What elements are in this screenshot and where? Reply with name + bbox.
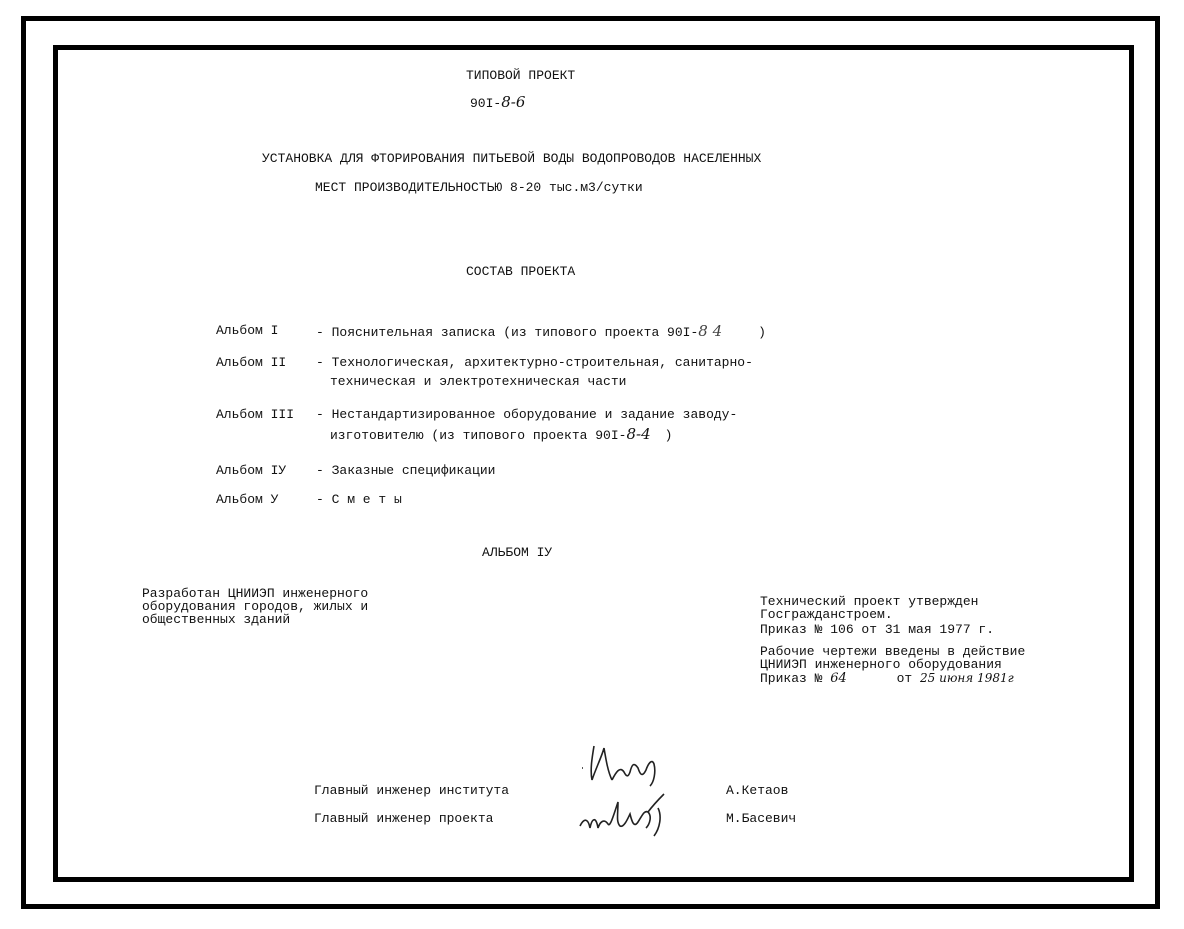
album-2-text-2: техническая и электротехническая части: [330, 374, 627, 389]
project-number-prefix: 90I-: [470, 96, 502, 111]
album-4-label: Альбом IУ: [216, 463, 287, 478]
developer-line-3: общественных зданий: [142, 612, 291, 627]
approval-order-prefix: Приказ №: [760, 671, 823, 686]
typical-project-label: ТИПОВОЙ ПРОЕКТ: [466, 68, 576, 83]
composition-heading: СОСТАВ ПРОЕКТА: [466, 264, 576, 279]
album-5-text: - С м е т ы: [316, 492, 402, 507]
approval-line-3: Приказ № 106 от 31 мая 1977 г.: [760, 622, 995, 637]
album-3-text-2-main: изготовителю (из типового проекта 90I-: [330, 428, 627, 443]
chief-institute-name: А.Кетаов: [726, 783, 789, 798]
album-1-hand: 8 4: [698, 322, 723, 340]
developer-line-1: Разработан ЦНИИЭП инженерного: [142, 586, 369, 601]
approval-line-2: Госгражданстроем.: [760, 607, 893, 622]
album-3-hand: 8-4: [626, 425, 651, 443]
approval-line-5: ЦНИИЭП инженерного оборудования: [760, 657, 1002, 672]
album-5-label: Альбом У: [216, 492, 279, 507]
album-4-text: - Заказные спецификации: [316, 463, 496, 478]
album-title: АЛЬБОМ IУ: [482, 545, 553, 560]
approval-order-date: 25 июня 1981г: [920, 671, 1014, 685]
album-1-text-main: - Пояснительная записка (из типового проекта 90I-: [316, 325, 699, 340]
chief-project-name: М.Басевич: [726, 811, 797, 826]
project-number: [470, 94, 525, 112]
album-3-label: Альбом III: [216, 407, 295, 422]
approval-line-4: Рабочие чертежи введены в действие: [760, 644, 1026, 659]
album-1-text: [316, 323, 766, 341]
approval-order-from: от: [896, 671, 913, 686]
album-3-text-1: - Нестандартизированное оборудование и задание заводу-: [316, 407, 738, 422]
album-3-text-end: ): [664, 428, 673, 443]
chief-project-label: Главный инженер проекта: [314, 811, 494, 826]
approval-line-1: Технический проект утвержден: [760, 594, 979, 609]
album-2-text-1: - Технологическая, архитектурно-строительная, санитарно-: [316, 355, 753, 370]
signature-chief-institute: [574, 738, 674, 788]
developer-line-2: оборудования городов, жилых и: [142, 599, 369, 614]
chief-institute-label: Главный инженер института: [314, 783, 510, 798]
album-1-label: Альбом I: [216, 323, 279, 338]
signature-chief-project: [574, 788, 674, 840]
album-1-text-end: ): [758, 325, 766, 340]
album-2-label: Альбом II: [216, 355, 287, 370]
project-number-hand: 8-6: [501, 93, 526, 111]
approval-order-number: 64: [830, 671, 847, 686]
title-line-1: УСТАНОВКА ДЛЯ ФТОРИРОВАНИЯ ПИТЬЕВОЙ ВОДЫ ВОДОПРОВОДОВ НАСЕЛЕННЫХ: [262, 151, 762, 166]
album-3-text-2: [330, 426, 672, 444]
title-line-2: МЕСТ ПРОИЗВОДИТЕЛЬНОСТЬЮ 8-20 тыс.м3/сутки: [315, 180, 643, 195]
approval-line-6: [760, 671, 1014, 686]
